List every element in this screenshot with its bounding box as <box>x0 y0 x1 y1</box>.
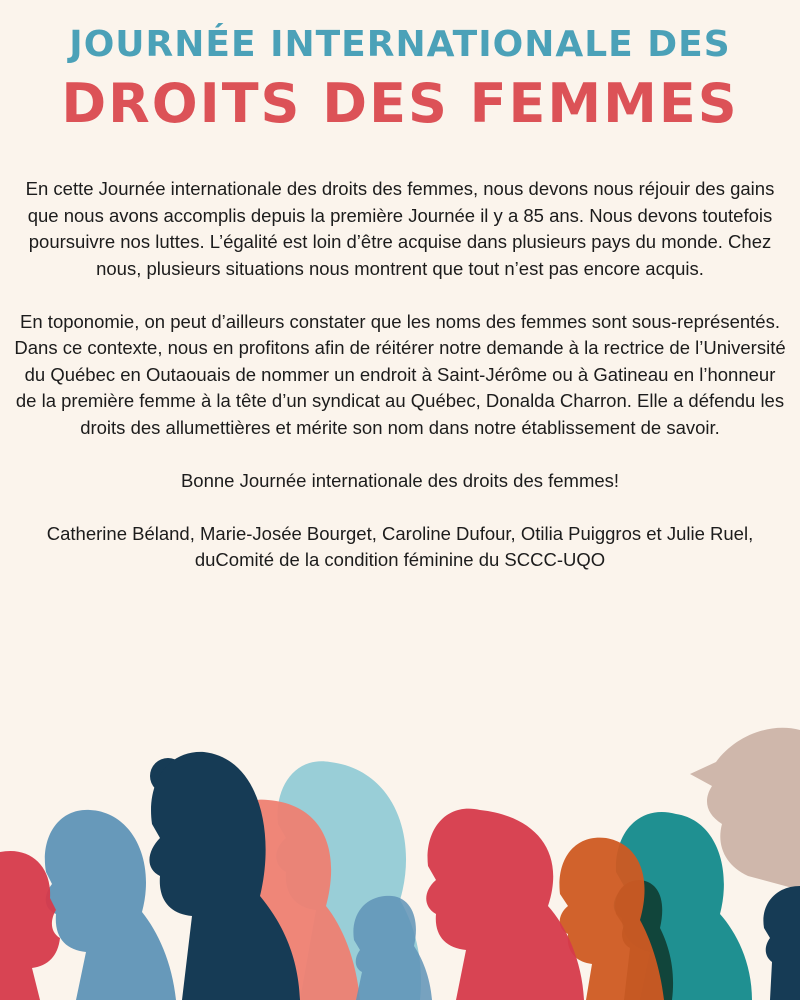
silhouette-child <box>353 896 432 1000</box>
silhouette-navy-right <box>763 886 800 1000</box>
body-text <box>14 176 786 600</box>
paragraph-greeting: Bonne Journée internationale des droits des femmes! <box>180 469 620 491</box>
silhouette-red-center <box>426 809 584 1000</box>
paragraph-intro: En cette Journée internationale des droits des femmes, nous devons nous réjouir des gains que nous avons accomplis depuis la première Journée il y a 85 ans. Nous devons toutefois poursuivre nos luttes. L’égalité est loin d’être acquise dans plusieurs pays du monde. Chez nous, plusieurs situations nous montrent que tout n’est pas encore acquis. <box>25 178 775 279</box>
title-line-1: JOURNÉE INTERNATIONALE DES <box>69 24 731 65</box>
silhouette-steel-blue <box>45 810 176 1000</box>
paragraph-signatories: Catherine Béland, Marie-Josée Bourget, Caroline Dufour, Otilia Puiggros et Julie Ruel, duComité de la condition féminine du SCCC-UQO <box>46 522 754 570</box>
title-line-2: DROITS DES FEMMES <box>61 72 739 135</box>
women-silhouettes-illustration <box>0 700 800 1000</box>
paragraph-toponymy: En toponomie, on peut d’ailleurs constater que les noms des femmes sont sous-représentés. Dans ce contexte, nous en profitons afin de réitérer notre demande à la rectrice de l’Université du Québec en Outaouais de nommer un endroit à Saint-Jérôme ou à Gatineau en l’honneur de la première femme à la tête d’un syndicat au Québec, Donalda Charron. Elle a défendu les droits des allumettières et mérite son nom dans notre établissement de savoir. <box>14 310 786 438</box>
